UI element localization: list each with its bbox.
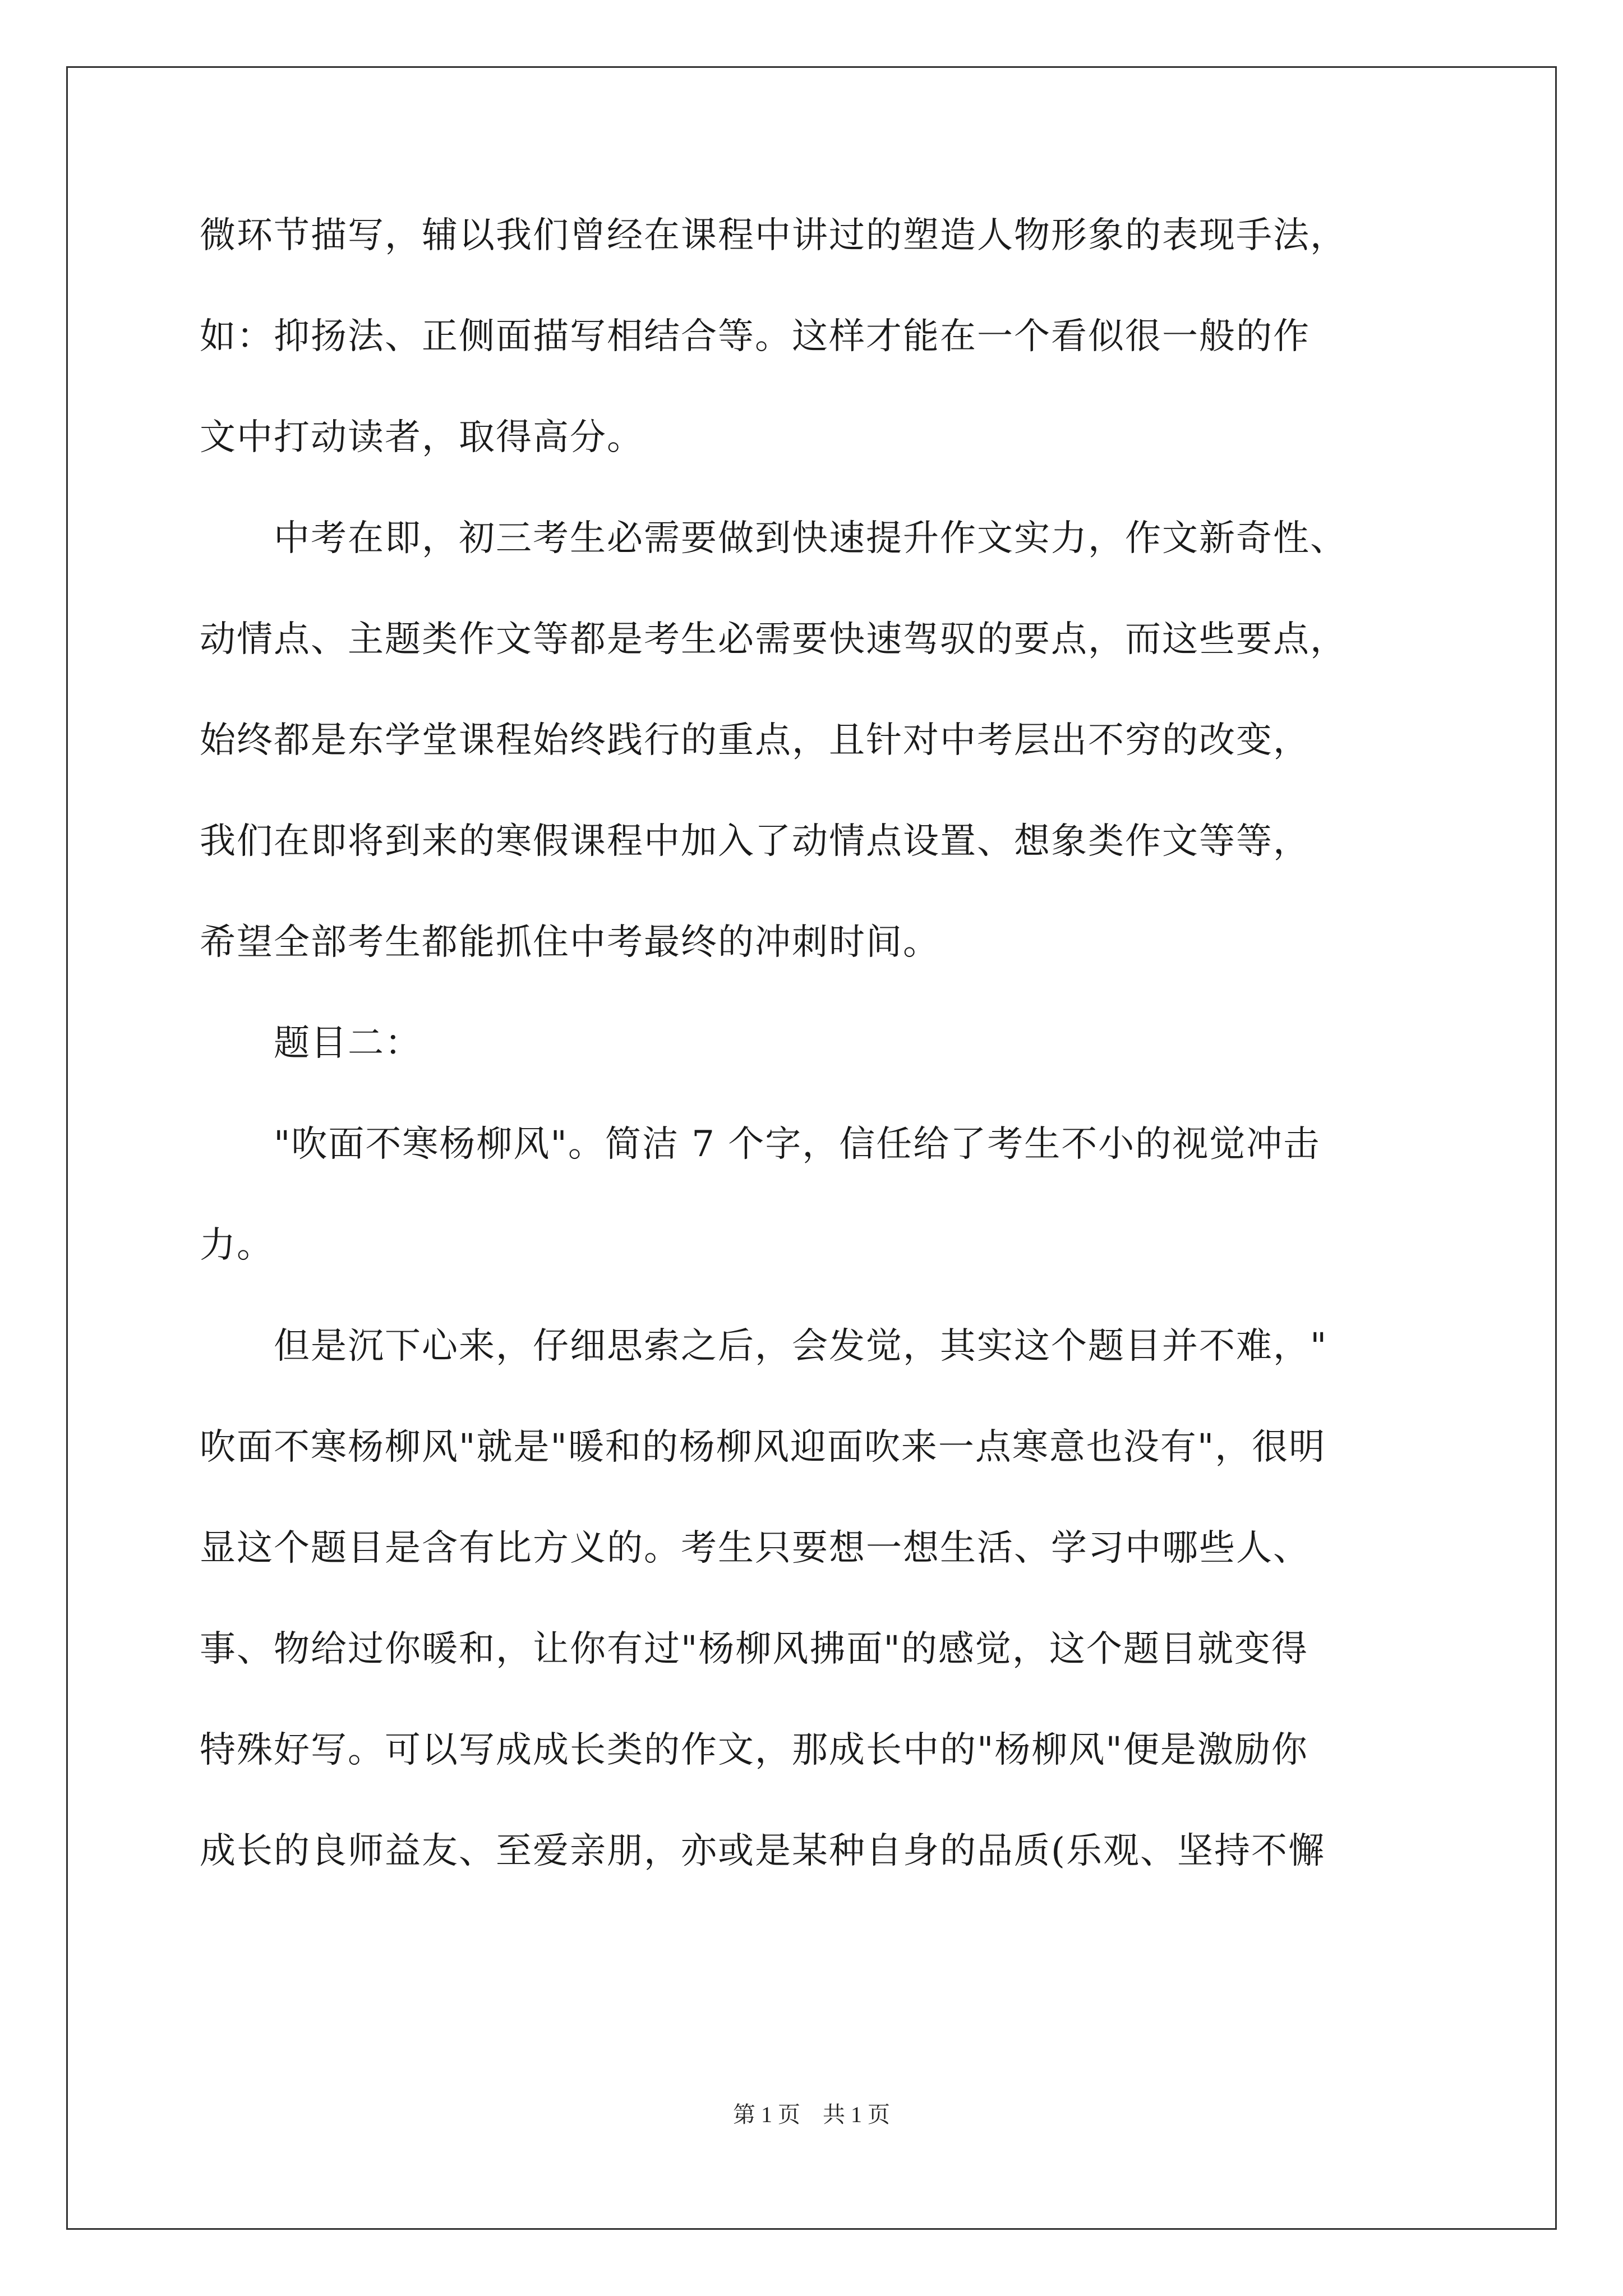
text-line: 如：抑扬法、正侧面描写相结合等。这样才能在一个看似很一般的作 xyxy=(200,316,1310,357)
text-line: 事、物给过你暖和，让你有过"杨柳风拂面"的感觉，这个题目就变得 xyxy=(200,1628,1308,1670)
text-line: 微环节描写，辅以我们曾经在课程中讲过的塑造人物形象的表现手法， xyxy=(200,215,1347,256)
section-heading: 题目二： xyxy=(200,1023,422,1064)
text-line: 吹面不寒杨柳风"就是"暖和的杨柳风迎面吹来一点寒意也没有"，很明 xyxy=(200,1427,1326,1468)
text-line: 力。 xyxy=(200,1225,274,1266)
text-line: 特殊好写。可以写成成长类的作文，那成长中的"杨柳风"便是激励你 xyxy=(200,1729,1308,1771)
text-line: 显这个题目是含有比方义的。考生只要想一想生活、学习中哪些人、 xyxy=(200,1527,1310,1569)
text-line: 始终都是东学堂课程始终践行的重点，且针对中考层出不穷的改变， xyxy=(200,720,1310,761)
text-line: 动情点、主题类作文等都是考生必需要快速驾驭的要点，而这些要点， xyxy=(200,619,1347,660)
page-number-footer: 第 1 页 共 1 页 xyxy=(733,2102,890,2127)
text-line: 我们在即将到来的寒假课程中加入了动情点设置、想象类作文等等， xyxy=(200,821,1310,862)
text-line: 文中打动读者，取得高分。 xyxy=(200,417,644,458)
text-line: 成长的良师益友、至爱亲朋，亦或是某种自身的品质(乐观、坚持不懈 xyxy=(200,1830,1325,1872)
text-line: 但是沉下心来，仔细思索之后，会发觉，其实这个题目并不难，" xyxy=(200,1326,1328,1367)
text-line: 中考在即，初三考生必需要做到快速提升作文实力，作文新奇性、 xyxy=(200,518,1347,559)
text-line: 希望全部考生都能抓住中考最终的冲刺时间。 xyxy=(200,922,940,963)
text-line: "吹面不寒杨柳风"。简洁 7 个字，信任给了考生不小的视觉冲击 xyxy=(200,1124,1321,1165)
